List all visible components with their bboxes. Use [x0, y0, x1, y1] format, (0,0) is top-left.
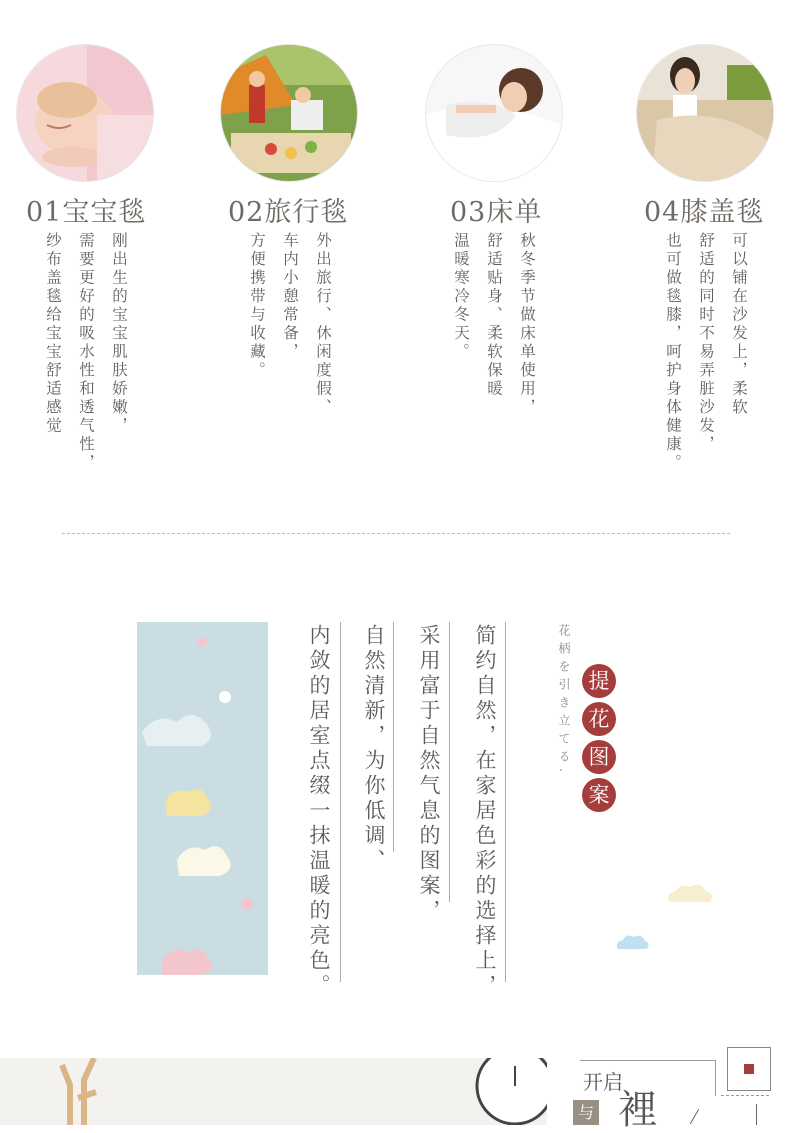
- seal-char: 图: [582, 740, 616, 774]
- baby-photo: [16, 44, 154, 182]
- woman-sofa-photo: [636, 44, 774, 182]
- category-desc-sheet: [444, 232, 543, 482]
- category-title-baby: 01宝宝毯: [26, 197, 147, 228]
- desc-line: 舒适贴身、柔软保暖: [485, 232, 503, 399]
- desc-line: 秋冬季节做床单使用，: [518, 232, 536, 417]
- desc-line: 刚出生的宝宝肌肤娇嫩，: [110, 232, 128, 436]
- dashed-divider: [62, 533, 730, 534]
- seal-char: 案: [582, 778, 616, 812]
- desc-line: 温暖寒冷冬天。: [452, 232, 470, 362]
- open-label: 开启: [583, 1070, 623, 1094]
- desc-line: 可以铺在沙发上，柔软: [730, 232, 748, 417]
- poem-rule: [505, 622, 506, 982]
- picnic-photo: [220, 44, 358, 182]
- seal-char: 提: [582, 664, 616, 698]
- desc-line: 纱布盖毯给宝宝舒适感觉: [44, 232, 62, 436]
- dashed-rule: [721, 1095, 769, 1096]
- desc-line: 舒适的同时不易弄脏沙发，: [697, 232, 715, 454]
- desc-line: 外出旅行、休闲度假、: [314, 232, 332, 417]
- big-char: 裡: [618, 1087, 658, 1133]
- cloud-icon: [614, 933, 650, 957]
- poem-rule: [340, 622, 341, 982]
- poem-column-4: 内敛的居室点缀一抹温暖的亮色。: [307, 624, 331, 999]
- poem-rule: [393, 622, 394, 852]
- category-title-sheet: 03床单: [450, 197, 543, 228]
- seal-stack: [582, 664, 616, 816]
- cloud-icon: [664, 884, 714, 910]
- small-label: 与: [573, 1100, 599, 1125]
- desc-line: 方便携带与收藏。: [248, 232, 266, 380]
- desc-line: 车内小憩常备，: [281, 232, 299, 362]
- category-desc-baby: [36, 232, 135, 482]
- stamp-dot: [744, 1064, 754, 1074]
- poem-column-1: 简约自然，在家居色彩的选择上，: [473, 624, 497, 999]
- category-title-knee: 04膝盖毯: [644, 197, 765, 228]
- category-desc-travel: [240, 232, 339, 482]
- room-photo: [0, 1058, 547, 1125]
- desc-line: 也可做毯膝，呵护身体健康。: [664, 232, 682, 473]
- category-title-travel: 02旅行毯: [228, 197, 349, 228]
- slash-mark: [690, 1109, 699, 1124]
- japanese-subtitle: 花柄を引き立てる.: [557, 624, 571, 778]
- seal-char: 花: [582, 702, 616, 736]
- vertical-mark: [756, 1104, 757, 1125]
- stamp-box: [727, 1047, 771, 1091]
- category-desc-knee: [656, 232, 755, 482]
- poem-column-3: 自然清新，为你低调、: [362, 624, 386, 874]
- desc-line: 需要更好的吸水性和透气性，: [77, 232, 95, 473]
- poem-rule: [449, 622, 450, 902]
- fabric-swatch-image: [137, 622, 268, 975]
- poem-column-2: 采用富于自然气息的图案，: [417, 624, 441, 924]
- woman-bed-photo: [425, 44, 563, 182]
